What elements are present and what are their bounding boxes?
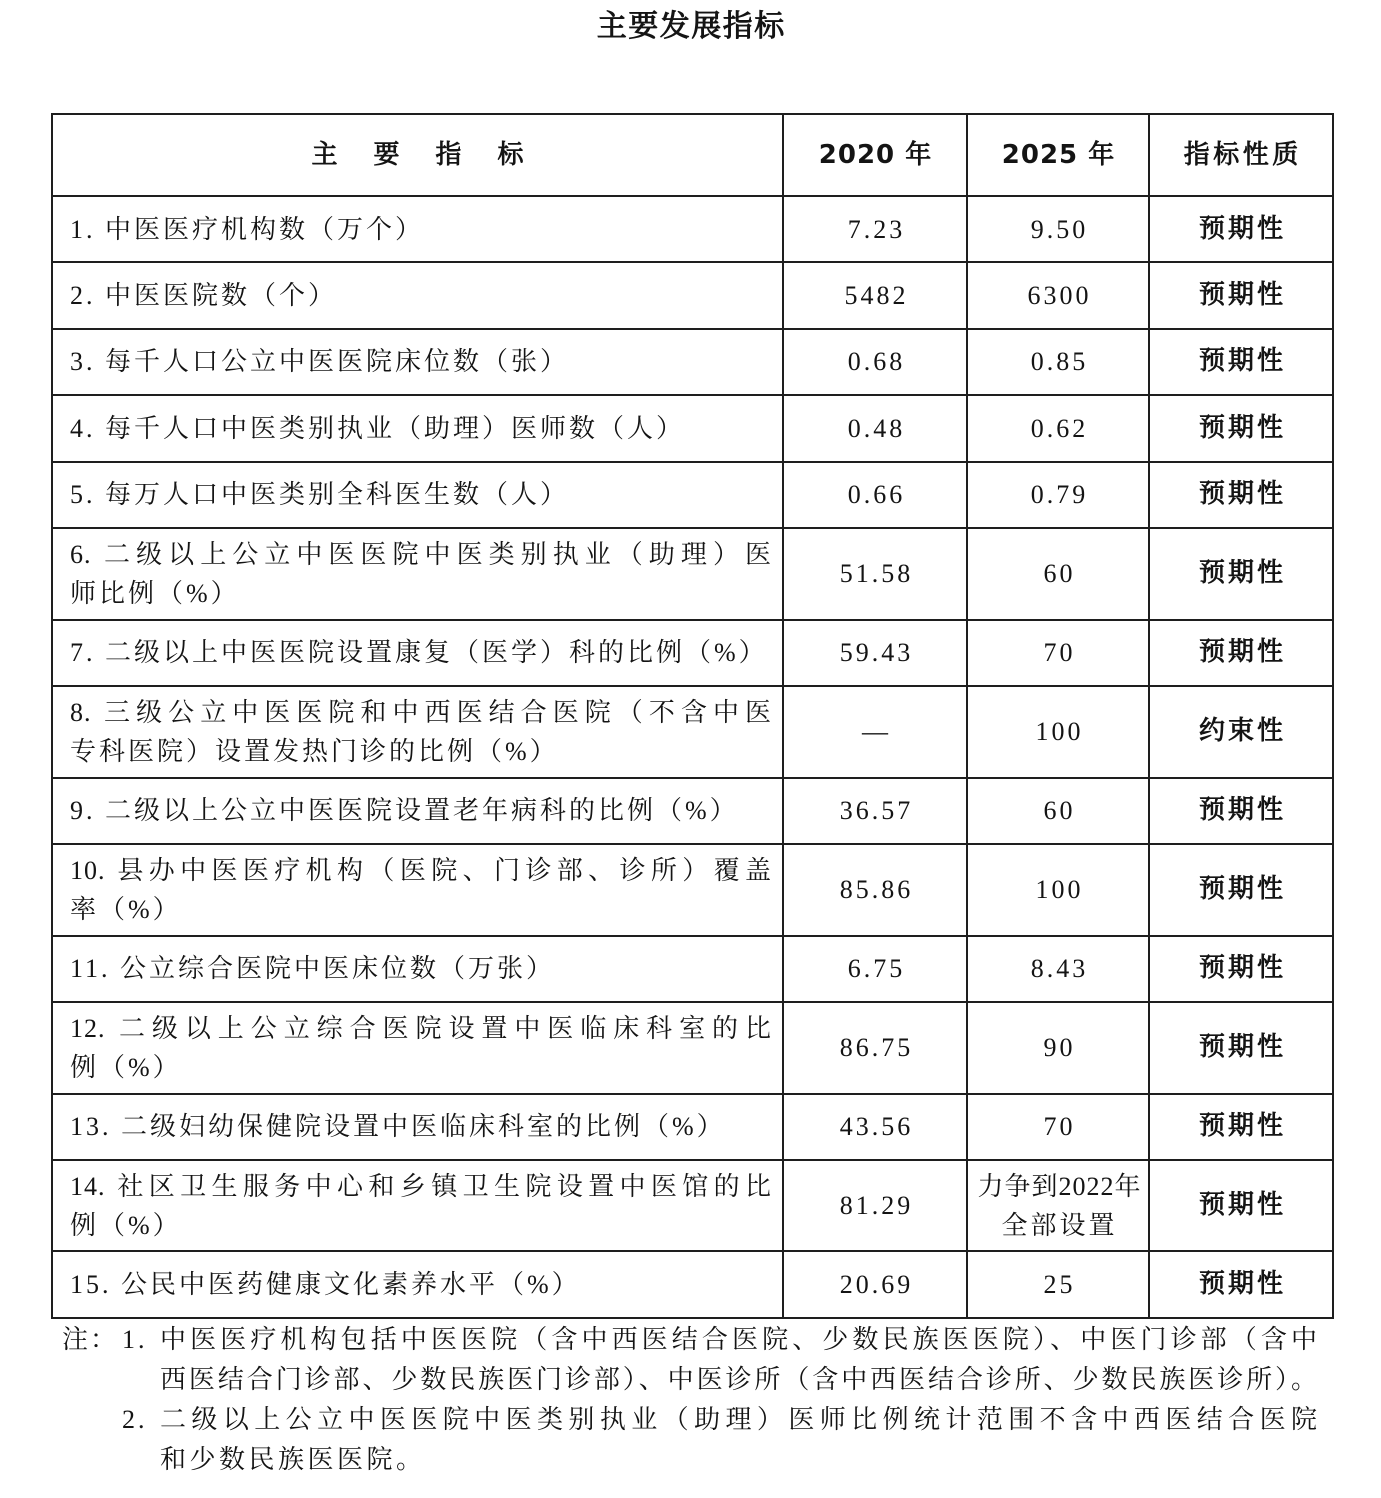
value-2025-cell: 0.62 — [967, 395, 1149, 461]
indicator-line — [70, 210, 772, 249]
value-2020-cell: — — [783, 686, 967, 778]
nature-cell: 预期性 — [1149, 1251, 1333, 1317]
nature-cell: 预期性 — [1149, 329, 1333, 395]
indicator-text: 公民中医药健康文化素养水平（%） — [121, 1270, 581, 1300]
value-2020-cell: 0.66 — [783, 462, 967, 528]
indicator-number: 10. — [70, 855, 106, 885]
indicator-text: 师比例（%） — [70, 578, 240, 608]
value-2025-cell: 70 — [967, 620, 1149, 686]
nature-cell: 预期性 — [1149, 262, 1333, 328]
value-2025-cell: 100 — [967, 844, 1149, 936]
table-body — [52, 196, 1333, 1318]
indicator-text: 中医医院数（个） — [105, 281, 338, 311]
nature-cell: 预期性 — [1149, 778, 1333, 844]
indicator-cell — [52, 1094, 783, 1160]
indicator-text: 二级妇幼保健院设置中医临床科室的比例（%） — [121, 1112, 726, 1142]
value-2025-cell: 8.43 — [967, 936, 1149, 1002]
indicator-line — [70, 890, 772, 929]
indicator-text: 每万人口中医类别全科医生数（人） — [105, 480, 570, 510]
indicator-number: 5. — [70, 480, 96, 510]
value-2025-cell: 70 — [967, 1094, 1149, 1160]
indicator-cell — [52, 329, 783, 395]
indicator-text: 二级以上中医医院设置康复（医学）科的比例（%） — [105, 638, 768, 668]
page-title: 主要发展指标 — [596, 9, 786, 44]
note-number: 2. — [122, 1405, 148, 1434]
indicator-cell — [52, 936, 783, 1002]
value-2025-cell: 0.85 — [967, 329, 1149, 395]
header-2020-label: 2020 年 — [818, 139, 933, 170]
indicator-number: 2. — [70, 281, 96, 311]
indicator-line — [70, 1167, 772, 1206]
indicator-cell — [52, 528, 783, 620]
nature-cell: 预期性 — [1149, 1002, 1333, 1094]
indicator-text: 每千人口公立中医医院床位数（张） — [105, 347, 570, 377]
value-2020-cell: 0.48 — [783, 395, 967, 461]
indicator-cell — [52, 844, 783, 936]
indicator-number: 8. — [70, 697, 92, 727]
value-2020-cell: 85.86 — [783, 844, 967, 936]
value-2020-cell: 81.29 — [783, 1160, 967, 1252]
indicator-line — [70, 1206, 772, 1245]
indicator-number: 6. — [70, 539, 92, 569]
value-2025-cell: 90 — [967, 1002, 1149, 1094]
header-indicator — [52, 114, 783, 196]
note-line: 二级以上公立中医医院中医类别执业（助理）医师比例统计范围不含中西医结合医院 — [160, 1405, 1318, 1434]
indicator-line — [70, 791, 772, 830]
value-2025-cell: 60 — [967, 778, 1149, 844]
indicator-line — [70, 535, 772, 574]
value-2020-cell: 59.43 — [783, 620, 967, 686]
indicator-line — [70, 851, 772, 890]
header-indicator-label: 主要指标 — [311, 139, 560, 170]
note-item — [160, 1320, 1318, 1400]
indicator-cell — [52, 686, 783, 778]
indicator-text: 率（%） — [70, 894, 182, 924]
nature-cell: 约束性 — [1149, 686, 1333, 778]
indicator-number: 14. — [70, 1171, 106, 1201]
table-row — [52, 1094, 1333, 1160]
indicator-text: 公立综合医院中医床位数（万张） — [120, 954, 556, 984]
indicator-number: 12. — [70, 1013, 106, 1043]
notes — [62, 1320, 1320, 1480]
note-label: 注： — [62, 1325, 119, 1354]
indicator-line — [70, 633, 772, 672]
indicator-line — [70, 1009, 772, 1048]
header-nature-label: 指标性质 — [1183, 139, 1302, 170]
value-line: 力争到2022年 — [977, 1171, 1142, 1201]
indicator-text: 三级公立中医医院和中西医结合医院（不含中医 — [104, 697, 772, 727]
header-nature — [1149, 114, 1333, 196]
table-header-row — [52, 114, 1333, 196]
nature-cell: 预期性 — [1149, 620, 1333, 686]
value-2020-cell: 7.23 — [783, 196, 967, 262]
nature-cell: 预期性 — [1149, 528, 1333, 620]
note-line: 西医结合门诊部、少数民族医门诊部）、中医诊所（含中西医结合诊所、少数民族医诊所）。 — [160, 1365, 1318, 1394]
indicator-line — [70, 693, 772, 732]
indicator-cell — [52, 462, 783, 528]
table-row — [52, 1002, 1333, 1094]
value-2020-cell: 36.57 — [783, 778, 967, 844]
nature-cell: 预期性 — [1149, 1160, 1333, 1252]
indicator-cell — [52, 262, 783, 328]
indicator-line — [70, 342, 772, 381]
nature-cell: 预期性 — [1149, 936, 1333, 1002]
value-2025-cell: 9.50 — [967, 196, 1149, 262]
value-2020-cell: 86.75 — [783, 1002, 967, 1094]
indicator-text: 二级以上公立中医医院中医类别执业（助理）医 — [104, 539, 772, 569]
indicator-number: 13. — [70, 1112, 112, 1142]
value-2025-cell: 100 — [967, 686, 1149, 778]
table-row — [52, 778, 1333, 844]
indicator-number: 3. — [70, 347, 96, 377]
value-2020-cell: 0.68 — [783, 329, 967, 395]
note-line: 和少数民族医医院。 — [160, 1445, 426, 1474]
nature-cell: 预期性 — [1149, 196, 1333, 262]
indicator-number: 9. — [70, 796, 96, 826]
indicator-number: 7. — [70, 638, 96, 668]
indicator-line — [70, 949, 772, 988]
value-2020-cell: 6.75 — [783, 936, 967, 1002]
table-row — [52, 686, 1333, 778]
indicator-text: 二级以上公立综合医院设置中医临床科室的比 — [118, 1013, 772, 1043]
indicator-cell — [52, 620, 783, 686]
table-row — [52, 1160, 1333, 1252]
header-2020 — [783, 114, 967, 196]
header-2025-label: 2025 年 — [1001, 139, 1116, 170]
indicator-text: 例（%） — [70, 1052, 182, 1082]
indicator-text: 每千人口中医类别执业（助理）医师数（人） — [105, 413, 686, 443]
indicator-line — [70, 1265, 772, 1304]
value-2020-cell: 20.69 — [783, 1251, 967, 1317]
nature-cell: 预期性 — [1149, 844, 1333, 936]
indicator-cell — [52, 1160, 783, 1252]
indicator-cell — [52, 1002, 783, 1094]
table-row — [52, 262, 1333, 328]
indicator-line — [70, 1048, 772, 1087]
nature-cell: 预期性 — [1149, 462, 1333, 528]
indicator-text: 社区卫生服务中心和乡镇卫生院设置中医馆的比 — [117, 1171, 772, 1201]
indicator-text: 二级以上公立中医医院设置老年病科的比例（%） — [105, 796, 739, 826]
indicators-table — [51, 113, 1334, 1319]
value-2020-cell: 43.56 — [783, 1094, 967, 1160]
note-number: 1. — [122, 1325, 148, 1354]
indicator-text: 例（%） — [70, 1210, 182, 1240]
table-row — [52, 844, 1333, 936]
indicator-line — [70, 409, 772, 448]
table-row — [52, 329, 1333, 395]
indicator-number: 11. — [70, 954, 111, 984]
indicator-text: 县办中医医疗机构（医院、门诊部、诊所）覆盖 — [117, 855, 772, 885]
indicator-cell — [52, 395, 783, 461]
header-2025 — [967, 114, 1149, 196]
indicator-cell — [52, 1251, 783, 1317]
indicator-cell — [52, 196, 783, 262]
indicator-text: 专科医院）设置发热门诊的比例（%） — [70, 736, 559, 766]
indicator-line — [70, 574, 772, 613]
indicator-cell — [52, 778, 783, 844]
table-row — [52, 196, 1333, 262]
indicator-number: 1. — [70, 214, 96, 244]
table-row — [52, 462, 1333, 528]
table-row — [52, 395, 1333, 461]
table-row — [52, 528, 1333, 620]
indicator-number: 15. — [70, 1270, 112, 1300]
indicator-number: 4. — [70, 413, 96, 443]
indicator-text: 中医医疗机构数（万个） — [105, 214, 425, 244]
indicator-line — [70, 1107, 772, 1146]
table-row — [52, 1251, 1333, 1317]
nature-cell: 预期性 — [1149, 1094, 1333, 1160]
indicator-line — [70, 475, 772, 514]
value-2025-cell: 60 — [967, 528, 1149, 620]
value-line: 全部设置 — [1001, 1210, 1118, 1240]
note-line: 中医医疗机构包括中医医院（含中西医结合医院、少数民族医医院）、中医门诊部（含中 — [160, 1325, 1318, 1354]
value-2025-cell: 0.79 — [967, 462, 1149, 528]
table-row — [52, 936, 1333, 1002]
table-row — [52, 620, 1333, 686]
value-2025-cell — [967, 1160, 1149, 1252]
value-2025-cell: 25 — [967, 1251, 1149, 1317]
value-2020-cell: 5482 — [783, 262, 967, 328]
value-2020-cell: 51.58 — [783, 528, 967, 620]
indicator-line — [70, 732, 772, 771]
nature-cell: 预期性 — [1149, 395, 1333, 461]
note-item — [160, 1400, 1318, 1480]
indicator-line — [70, 276, 772, 315]
value-2025-cell: 6300 — [967, 262, 1149, 328]
